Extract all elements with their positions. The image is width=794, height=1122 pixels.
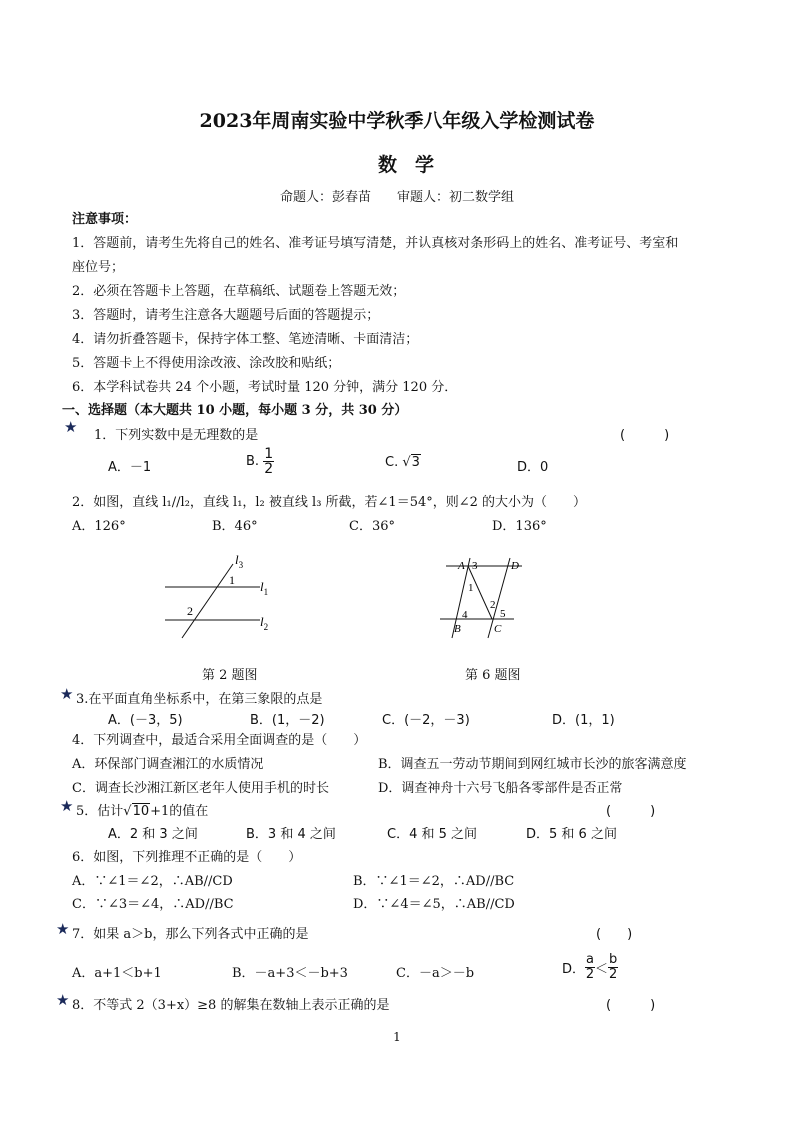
q5-stem: 5．估计√10+1的值在 [76,804,209,819]
q1-option-a: A．－1 [108,460,152,475]
q4-option-b: B．调查五一劳动节期间到网红城市长沙的旅客满意度 [378,757,687,772]
q7-stem: 7．如果 a＞b，那么下列各式中正确的是 [72,927,309,942]
q1-option-b [246,447,274,476]
label-angle-3: 3 [472,560,478,572]
figure-6-caption: 第 6 题图 [465,668,521,683]
note-item: 4．请勿折叠答题卡，保持字体工整、笔迹清晰、卡面清洁； [72,332,419,347]
subject-title: 数学 [377,154,452,176]
label-angle-2: 2 [187,604,193,618]
q3-option-c: C．(－2，－3) [382,713,470,728]
line-l3 [182,564,233,638]
q6-option-b: B．∵∠1＝∠2，∴AD//BC [353,874,515,889]
notes-heading: 注意事项： [72,212,138,227]
q7-option-a: A．a+1＜b+1 [72,966,162,981]
label-point-b: B [454,623,461,635]
q7-answer-paren: ( ) [596,927,633,942]
q7-fraction-b: $\frac{b}{2}$ [608,952,618,982]
star-icon: ★ [56,920,70,938]
note-item: 座位号； [72,260,125,275]
q5-option-a: A．2 和 3 之间 [108,827,198,842]
q3-option-d: D．(1，1) [552,713,615,728]
q6-option-c: C．∵∠3＝∠4，∴AD//BC [72,897,234,912]
q2-option-d: D．136° [492,519,547,534]
figure-2-caption: 第 2 题图 [202,668,258,683]
q4-option-c: C．调查长沙湘江新区老年人使用手机的时长 [72,781,329,796]
q1-option-c [385,455,421,470]
q2-option-c: C．36° [349,519,395,534]
q5-option-b: B．3 和 4 之间 [246,827,336,842]
note-item: 3．答题时，请考生注意各大题题号后面的答题提示； [72,308,380,323]
q4-stem: 4．下列调查中，最适合采用全面调查的是（ ） [72,733,367,748]
authors-line: 命题人：彭春苗 审题人：初二数学组 [279,190,514,205]
q3-option-b: B．(1，－2) [250,713,325,728]
q1-answer-paren: ( ) [620,428,670,443]
exam-title: 2023年周南实验中学秋季八年级入学检测试卷 [199,110,595,132]
label-point-a: A [458,560,465,572]
star-icon: ★ [64,418,78,436]
star-icon: ★ [60,685,74,703]
note-item: 1．答题前，请考生先将自己的姓名、准考证号填写清楚，并认真核对条形码上的姓名、准考证号、考室和 [72,236,679,251]
q7-fraction-a: $\frac{a}{2}$ [585,952,595,982]
q7-option-d: D． $\frac{a}{2}$ ＜ $\frac{b}{2}$ [562,952,618,982]
q6-stem: 6．如图，下列推理不正确的是（ ） [72,850,302,865]
section-heading: 一、选择题（本大题共 10 小题，每小题 3 分，共 30 分） [62,403,408,418]
label-angle-1: 1 [468,582,474,594]
label-angle-2: 2 [490,599,496,611]
star-icon: ★ [56,991,70,1009]
q1-stem: 1．下列实数中是无理数的是 [94,428,259,443]
q7-option-c: C．－a＞－b [396,966,475,981]
q4-option-a: A．环保部门调查湘江的水质情况 [72,757,264,772]
q6-option-d: D．∵∠4＝∠5，∴AB//CD [353,897,515,912]
figure-6-diagram [430,548,540,648]
figure-2-diagram [150,550,290,650]
q3-stem: 3.在平面直角坐标系中，在第三象限的点是 [76,692,323,707]
label-angle-5: 5 [500,608,506,620]
star-icon: ★ [60,797,74,815]
label-point-c: C [494,623,502,635]
note-item: 6．本学科试卷共 24 个小题，考试时量 120 分钟，满分 120 分． [72,380,458,395]
label-angle-4: 4 [462,609,468,621]
label-point-d: D [511,560,519,572]
q4-option-d: D．调查神舟十六号飞船各零部件是否正常 [378,781,623,796]
q1-fraction: $\frac{1}{2}$ [264,446,274,477]
note-item: 5．答题卡上不得使用涂改液、涂改胶和贴纸； [72,356,341,371]
q2-option-a: A．126° [72,519,126,534]
q5-option-c: C．4 和 5 之间 [387,827,478,842]
q8-stem: 8．不等式 2（3+x）≥8 的解集在数轴上表示正确的是 [72,998,390,1013]
q2-stem: 2．如图，直线 l₁//l₂，直线 l₁，l₂ 被直线 l₃ 所截，若∠1＝54°，则∠2 的大小为（ ） [72,495,587,510]
label-l3: $l_3$ [235,552,244,570]
q1-option-d: D．0 [517,460,549,475]
label-l2: $l_2$ [260,614,269,632]
q7-option-b: B．－a+3＜－b+3 [232,966,348,981]
q8-answer-paren: ( ) [606,998,656,1013]
q2-option-b: B．46° [212,519,258,534]
q5-answer-paren: ( ) [606,804,656,819]
note-item: 2．必须在答题卡上答题，在草稿纸、试题卷上答题无效； [72,284,406,299]
label-angle-1: 1 [229,573,235,587]
q1-option-b-label: B. [246,454,260,469]
q1-option-c-label: C. [385,455,399,470]
q3-option-a: A．(－3，5) [108,713,183,728]
q5-option-d: D．5 和 6 之间 [526,827,617,842]
page-number: 1 [393,1030,401,1044]
q6-option-a: A．∵∠1＝∠2，∴AB//CD [72,874,233,889]
sqrt-icon: √3 [402,455,420,470]
sqrt-icon: √10 [123,804,150,819]
label-l1: $l_1$ [260,579,269,597]
